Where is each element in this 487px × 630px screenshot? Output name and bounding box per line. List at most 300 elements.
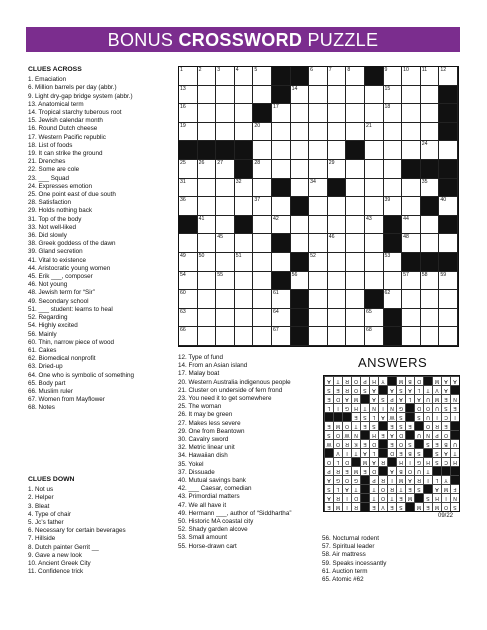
grid-cell[interactable] [253, 253, 272, 272]
answer-cell: S [324, 385, 333, 394]
grid-cell[interactable] [439, 234, 458, 253]
clue-number: 64 [272, 308, 279, 315]
grid-cell[interactable] [253, 272, 272, 291]
answer-cell: T [351, 421, 360, 430]
grid-cell[interactable] [346, 197, 365, 216]
answer-cell-black [441, 466, 450, 475]
grid-cell[interactable] [384, 197, 403, 216]
answer-cell: B [405, 448, 414, 457]
grid-cell[interactable] [439, 327, 458, 346]
grid-cell[interactable] [328, 123, 347, 142]
grid-cell[interactable] [402, 123, 421, 142]
grid-cell[interactable] [179, 104, 198, 123]
answer-cell: O [342, 421, 351, 430]
clue-item: 44. Aristocratic young women [28, 264, 111, 272]
grid-cell[interactable] [365, 253, 384, 272]
answer-cell: A [387, 466, 396, 475]
grid-cell[interactable] [309, 179, 328, 198]
clue-item: 6. Necessary for certain beverages [28, 527, 126, 535]
grid-cell[interactable] [216, 216, 235, 235]
grid-cell[interactable] [328, 309, 347, 328]
answer-cell: L [369, 412, 378, 421]
grid-cell[interactable] [216, 309, 235, 328]
grid-cell[interactable] [309, 197, 328, 216]
grid-cell[interactable] [365, 179, 384, 198]
answer-cell: A [387, 385, 396, 394]
answer-cell: E [342, 466, 351, 475]
grid-cell[interactable] [346, 123, 365, 142]
grid-cell[interactable] [216, 86, 235, 105]
grid-cell[interactable] [272, 123, 291, 142]
answer-cell-black [333, 412, 342, 421]
grid-cell[interactable] [328, 234, 347, 253]
grid-cell[interactable] [384, 67, 403, 86]
grid-cell[interactable] [253, 160, 272, 179]
grid-cell[interactable] [253, 327, 272, 346]
clue-number: 12 [440, 67, 447, 73]
grid-cell[interactable] [439, 309, 458, 328]
clue-number: 3 [217, 67, 221, 73]
clue-item: 15. Jewish calendar month [28, 117, 103, 125]
grid-cell-black [421, 160, 440, 179]
grid-cell[interactable] [346, 216, 365, 235]
grid-cell-black [439, 160, 458, 179]
grid-cell[interactable] [198, 67, 217, 86]
clue-item: 16. Round Dutch cheese [28, 125, 98, 133]
answer-cell: U [432, 403, 441, 412]
grid-cell[interactable] [272, 290, 291, 309]
clue-number: 46 [328, 234, 335, 241]
answer-cell: H [351, 403, 360, 412]
grid-cell[interactable] [402, 104, 421, 123]
grid-cell[interactable] [402, 67, 421, 86]
grid-cell[interactable] [235, 179, 254, 198]
answer-cell: E [396, 448, 405, 457]
grid-cell[interactable] [198, 104, 217, 123]
grid-cell[interactable] [291, 123, 310, 142]
grid-cell[interactable] [365, 86, 384, 105]
grid-cell[interactable] [346, 327, 365, 346]
grid-cell[interactable] [365, 197, 384, 216]
title-part-puzzle: PUZZLE [302, 30, 379, 50]
grid-cell[interactable] [216, 290, 235, 309]
grid-cell[interactable] [179, 290, 198, 309]
answer-cell: S [369, 421, 378, 430]
grid-cell[interactable] [402, 141, 421, 160]
clue-number: 45 [217, 234, 223, 241]
grid-cell[interactable] [402, 216, 421, 235]
grid-cell[interactable] [179, 253, 198, 272]
grid-cell[interactable] [216, 67, 235, 86]
grid-cell[interactable] [365, 141, 384, 160]
grid-cell-black [235, 216, 254, 235]
grid-cell[interactable] [421, 309, 440, 328]
grid-cell[interactable] [309, 216, 328, 235]
grid-cell[interactable] [365, 272, 384, 291]
title-part-bonus: BONUS [107, 30, 179, 50]
clue-number: 27 [217, 159, 223, 166]
grid-cell[interactable] [346, 160, 365, 179]
grid-cell[interactable] [309, 86, 328, 105]
clue-number: 8 [347, 67, 351, 73]
answer-cell-black [450, 385, 459, 394]
grid-cell[interactable] [384, 272, 403, 291]
grid-cell[interactable] [346, 179, 365, 198]
grid-cell[interactable] [439, 141, 458, 160]
grid-cell-black [291, 197, 310, 216]
grid-cell[interactable] [216, 253, 235, 272]
grid-cell[interactable] [216, 160, 235, 179]
clue-item: 17. Malay boat [178, 370, 220, 378]
grid-cell[interactable] [179, 67, 198, 86]
answer-cell: I [342, 502, 351, 511]
grid-cell[interactable] [235, 104, 254, 123]
grid-cell[interactable] [384, 160, 403, 179]
grid-cell[interactable] [272, 104, 291, 123]
clue-item: 5. Jc’s father [28, 519, 64, 527]
grid-cell[interactable] [328, 327, 347, 346]
grid-cell[interactable] [179, 123, 198, 142]
answer-cell-black [378, 466, 387, 475]
grid-cell[interactable] [179, 179, 198, 198]
grid-cell[interactable] [384, 179, 403, 198]
grid-cell[interactable] [291, 160, 310, 179]
clue-item: 41. Vital to existence [28, 256, 86, 264]
grid-cell[interactable] [291, 272, 310, 291]
grid-cell[interactable] [198, 123, 217, 142]
clue-item: 19. It can strike the ground [28, 150, 103, 158]
answer-cell: H [369, 376, 378, 385]
grid-cell[interactable] [309, 290, 328, 309]
grid-cell[interactable] [328, 197, 347, 216]
grid-cell[interactable] [179, 309, 198, 328]
grid-cell[interactable] [198, 272, 217, 291]
grid-cell[interactable] [328, 160, 347, 179]
clue-item: 63. Dried-up [28, 363, 63, 371]
clue-number: 17 [272, 104, 279, 111]
clue-number: 54 [180, 271, 186, 278]
grid-cell[interactable] [365, 160, 384, 179]
grid-cell[interactable] [216, 327, 235, 346]
answer-cell: V [378, 502, 387, 511]
answer-cell: T [360, 403, 369, 412]
grid-cell[interactable] [253, 216, 272, 235]
grid-cell[interactable] [179, 234, 198, 253]
grid-cell[interactable] [179, 86, 198, 105]
grid-cell[interactable] [384, 253, 403, 272]
answer-cell: A [378, 412, 387, 421]
grid-cell-black [384, 234, 403, 253]
answer-cell: E [333, 385, 342, 394]
clue-item: 48. Jewish term for “Sir” [28, 289, 95, 297]
grid-cell[interactable] [235, 67, 254, 86]
clue-number: 41 [198, 215, 205, 222]
clue-number: 43 [365, 215, 372, 222]
answer-cell: D [414, 403, 423, 412]
clue-number: 61 [272, 290, 279, 297]
grid-cell[interactable] [346, 290, 365, 309]
answer-cell: M [351, 466, 360, 475]
grid-cell[interactable] [253, 290, 272, 309]
clue-item: 61. Cakes [28, 346, 57, 354]
answer-cell: S [396, 385, 405, 394]
clue-number: 49 [180, 252, 186, 259]
grid-cell[interactable] [309, 123, 328, 142]
grid-cell[interactable] [235, 86, 254, 105]
grid-cell[interactable] [309, 67, 328, 86]
answer-cell: G [351, 475, 360, 484]
grid-cell[interactable] [346, 86, 365, 105]
grid-cell[interactable] [216, 123, 235, 142]
grid-cell[interactable] [253, 67, 272, 86]
grid-cell[interactable] [272, 253, 291, 272]
grid-cell[interactable] [384, 86, 403, 105]
grid-cell[interactable] [253, 197, 272, 216]
clue-item: 21. Drenches [28, 158, 66, 166]
clue-item: 36. Did slowly [28, 232, 67, 240]
answer-cell: S [360, 385, 369, 394]
grid-cell[interactable] [272, 197, 291, 216]
clue-number: 68 [365, 327, 372, 334]
grid-cell[interactable] [235, 253, 254, 272]
grid-cell[interactable] [272, 160, 291, 179]
clue-item: 7. Hillside [28, 535, 56, 543]
clue-number: 57 [403, 271, 409, 278]
grid-cell[interactable] [235, 309, 254, 328]
grid-cell[interactable] [253, 234, 272, 253]
grid-cell[interactable] [253, 179, 272, 198]
answer-cell: E [387, 421, 396, 430]
grid-cell[interactable] [198, 253, 217, 272]
grid-cell[interactable] [402, 327, 421, 346]
grid-cell[interactable] [198, 160, 217, 179]
grid-cell[interactable] [179, 197, 198, 216]
answer-cell: A [369, 394, 378, 403]
clues-down-list-middle [178, 354, 291, 551]
grid-cell[interactable] [291, 234, 310, 253]
grid-cell[interactable] [235, 234, 254, 253]
clue-item: 39. Gland secretion [28, 248, 83, 256]
grid-cell[interactable] [402, 86, 421, 105]
grid-cell[interactable] [253, 309, 272, 328]
clue-item: 10. Ancient Greek City [28, 560, 91, 568]
grid-cell[interactable] [439, 290, 458, 309]
grid-cell[interactable] [439, 67, 458, 86]
grid-cell[interactable] [179, 160, 198, 179]
grid-cell[interactable] [309, 234, 328, 253]
grid-cell[interactable] [235, 197, 254, 216]
grid-cell[interactable] [346, 309, 365, 328]
grid-cell[interactable] [291, 86, 310, 105]
answer-cell: A [432, 484, 441, 493]
grid-cell[interactable] [346, 67, 365, 86]
grid-cell[interactable] [198, 327, 217, 346]
grid-cell[interactable] [346, 234, 365, 253]
grid-cell[interactable] [346, 272, 365, 291]
grid-cell[interactable] [365, 104, 384, 123]
grid-cell[interactable] [328, 290, 347, 309]
grid-cell[interactable] [179, 272, 198, 291]
answer-cell: P [360, 376, 369, 385]
grid-cell[interactable] [328, 272, 347, 291]
clue-number: 37 [254, 197, 261, 204]
grid-cell[interactable] [272, 216, 291, 235]
answer-cell: L [369, 448, 378, 457]
clue-number: 63 [180, 308, 186, 315]
answer-cell-black [360, 493, 369, 502]
answer-cell: S [378, 394, 387, 403]
answer-cell: R [378, 457, 387, 466]
grid-cell[interactable] [402, 234, 421, 253]
grid-cell[interactable] [253, 141, 272, 160]
grid-cell-black [439, 253, 458, 272]
clue-number: 50 [198, 252, 205, 259]
answer-cell: O [423, 403, 432, 412]
grid-cell[interactable] [421, 123, 440, 142]
clue-item: 29. One from Beantown [178, 427, 245, 435]
grid-cell[interactable] [421, 179, 440, 198]
grid-cell[interactable] [328, 141, 347, 160]
grid-cell[interactable] [402, 179, 421, 198]
grid-cell[interactable] [179, 327, 198, 346]
grid-cell[interactable] [421, 216, 440, 235]
grid-cell[interactable] [198, 216, 217, 235]
answer-cell: E [360, 421, 369, 430]
grid-cell[interactable] [235, 123, 254, 142]
grid-cell-black [291, 67, 310, 86]
grid-cell[interactable] [235, 327, 254, 346]
answer-cell: R [333, 493, 342, 502]
grid-cell[interactable] [384, 123, 403, 142]
grid-cell-black [216, 141, 235, 160]
grid-cell-black [291, 290, 310, 309]
answer-cell-black [450, 466, 459, 475]
grid-cell[interactable] [402, 272, 421, 291]
grid-cell[interactable] [198, 234, 217, 253]
answer-cell: L [333, 484, 342, 493]
grid-cell[interactable] [439, 272, 458, 291]
grid-cell[interactable] [235, 290, 254, 309]
grid-cell[interactable] [421, 104, 440, 123]
answer-cell: A [405, 385, 414, 394]
answer-cell: M [360, 457, 369, 466]
grid-cell[interactable] [272, 309, 291, 328]
grid-cell[interactable] [328, 216, 347, 235]
grid-cell[interactable] [402, 197, 421, 216]
grid-cell[interactable] [421, 86, 440, 105]
clue-item: 23. You need it to get somewhere [178, 395, 272, 403]
answer-cell-black [414, 493, 423, 502]
answer-cell: O [324, 457, 333, 466]
grid-cell[interactable] [253, 86, 272, 105]
answer-cell: I [432, 412, 441, 421]
grid-cell[interactable] [365, 216, 384, 235]
clue-number: 11 [421, 67, 428, 73]
clue-item: 9. Gave a new look [28, 551, 82, 559]
grid-cell[interactable] [291, 216, 310, 235]
grid-cell[interactable] [272, 141, 291, 160]
grid-cell[interactable] [346, 104, 365, 123]
answer-cell: N [423, 430, 432, 439]
grid-cell[interactable] [291, 141, 310, 160]
grid-cell[interactable] [216, 197, 235, 216]
grid-cell[interactable] [384, 104, 403, 123]
clue-number: 60 [180, 290, 186, 297]
grid-cell[interactable] [384, 290, 403, 309]
grid-cell[interactable] [384, 141, 403, 160]
grid-cell[interactable] [328, 67, 347, 86]
grid-cell[interactable] [309, 104, 328, 123]
clue-item: 49. Hermann ___, author of “Siddhartha” [178, 509, 292, 517]
grid-cell[interactable] [216, 234, 235, 253]
answer-cell: S [324, 484, 333, 493]
grid-cell[interactable] [309, 253, 328, 272]
grid-cell[interactable] [309, 160, 328, 179]
grid-cell[interactable] [328, 86, 347, 105]
grid-cell[interactable] [309, 327, 328, 346]
grid-cell[interactable] [346, 253, 365, 272]
grid-cell[interactable] [402, 290, 421, 309]
grid-cell[interactable] [198, 197, 217, 216]
grid-cell[interactable] [309, 141, 328, 160]
grid-cell[interactable] [421, 272, 440, 291]
clue-item: 6. Million barrels per day (abbr.) [28, 84, 117, 92]
answer-cell: M [405, 493, 414, 502]
answer-cell: L [432, 475, 441, 484]
grid-cell[interactable] [365, 309, 384, 328]
clue-item: 43. Primordial matters [178, 493, 240, 501]
grid-cell[interactable] [198, 309, 217, 328]
answer-cell: L [405, 394, 414, 403]
answer-cell: R [342, 385, 351, 394]
grid-cell[interactable] [328, 253, 347, 272]
grid-cell[interactable] [253, 123, 272, 142]
grid-cell[interactable] [365, 123, 384, 142]
clue-number: 28 [254, 159, 261, 166]
grid-cell[interactable] [216, 179, 235, 198]
grid-cell[interactable] [291, 104, 310, 123]
answer-cell: P [324, 466, 333, 475]
answer-cell: S [423, 439, 432, 448]
grid-cell[interactable] [421, 141, 440, 160]
clues-down-right [322, 535, 386, 584]
clue-item: 56. Mainly [28, 330, 57, 338]
grid-cell[interactable] [291, 179, 310, 198]
answer-cell-black [405, 412, 414, 421]
answer-cell: D [333, 394, 342, 403]
grid-cell[interactable] [421, 234, 440, 253]
grid-cell[interactable] [421, 67, 440, 86]
grid-cell[interactable] [272, 327, 291, 346]
grid-cell-black [439, 86, 458, 105]
grid-cell[interactable] [216, 104, 235, 123]
grid-cell[interactable] [198, 179, 217, 198]
grid-cell[interactable] [365, 234, 384, 253]
grid-cell[interactable] [439, 197, 458, 216]
grid-cell[interactable] [365, 327, 384, 346]
answer-cell-black [432, 466, 441, 475]
grid-cell[interactable] [235, 272, 254, 291]
grid-cell[interactable] [402, 309, 421, 328]
grid-cell[interactable] [309, 309, 328, 328]
grid-cell[interactable] [421, 290, 440, 309]
grid-cell[interactable] [328, 104, 347, 123]
grid-cell[interactable] [198, 86, 217, 105]
grid-cell[interactable] [309, 272, 328, 291]
grid-cell[interactable] [198, 290, 217, 309]
grid-cell[interactable] [216, 272, 235, 291]
grid-cell[interactable] [421, 327, 440, 346]
